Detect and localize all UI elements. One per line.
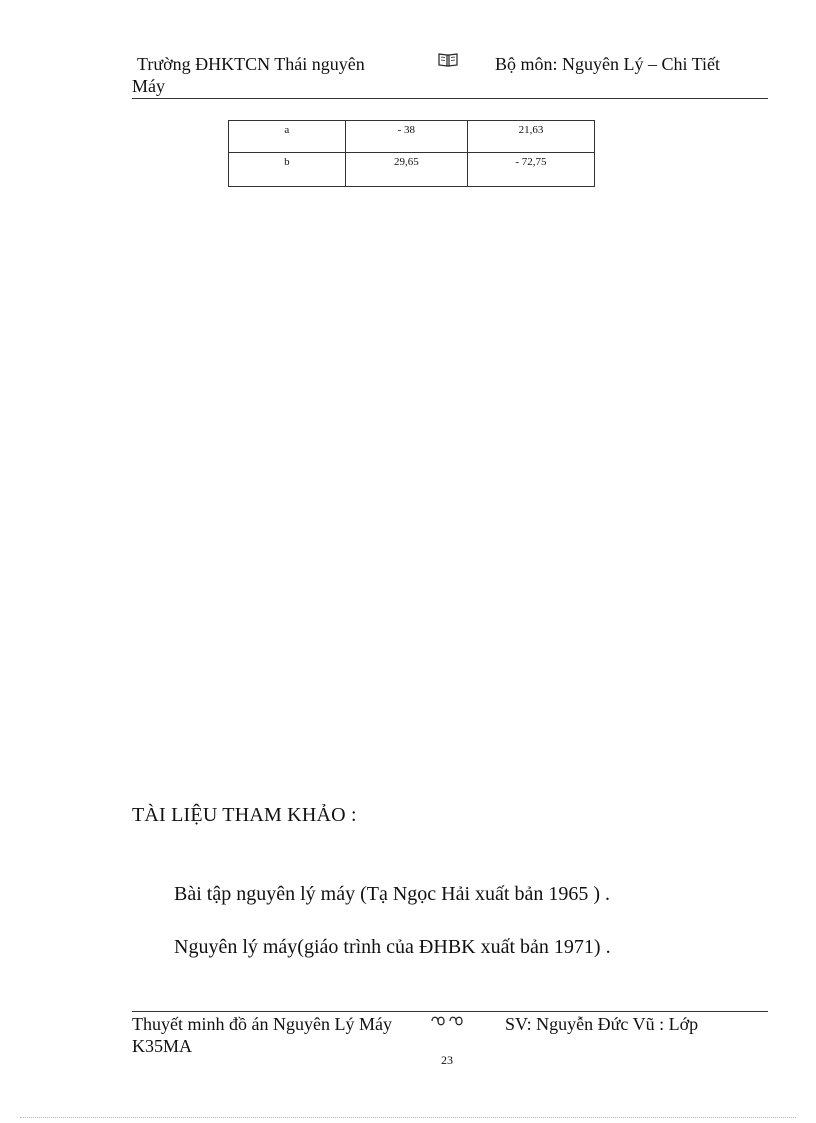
table-row — [229, 153, 595, 187]
footer-ornament-icon — [430, 1014, 464, 1033]
references-title: TÀI LIỆU THAM KHẢO : — [132, 804, 357, 826]
page-number: 23 — [441, 1053, 453, 1067]
table-cell: b — [229, 153, 346, 187]
open-book-icon — [438, 52, 458, 73]
table-cell: 29,65 — [345, 153, 467, 187]
table-cell: a — [229, 121, 346, 153]
reference-item: Nguyên lý máy(giáo trình của ĐHBK xuất bản 1971) . — [174, 936, 611, 958]
header-department: Bộ môn: Nguyên Lý – Chi Tiết — [495, 54, 721, 74]
table-cell: - 38 — [345, 121, 467, 153]
footer-student: SV: Nguyễn Đức Vũ : Lớp — [505, 1014, 699, 1034]
footer-divider — [132, 1011, 768, 1012]
header-divider — [132, 98, 768, 99]
page-edge-divider — [20, 1117, 796, 1118]
reference-item: Bài tập nguyên lý máy (Tạ Ngọc Hải xuất bản 1965 ) . — [174, 883, 610, 905]
footer-class: K35MA — [132, 1036, 193, 1056]
header-school: Trường ĐHKTCN Thái nguyên — [137, 54, 365, 74]
table-row — [229, 121, 595, 153]
data-table — [228, 120, 595, 187]
header-department-wrap: Máy — [132, 76, 165, 96]
table-cell: 21,63 — [467, 121, 594, 153]
table-cell: - 72,75 — [467, 153, 594, 187]
footer-document-title: Thuyết minh đồ án Nguyên Lý Máy — [132, 1014, 392, 1034]
